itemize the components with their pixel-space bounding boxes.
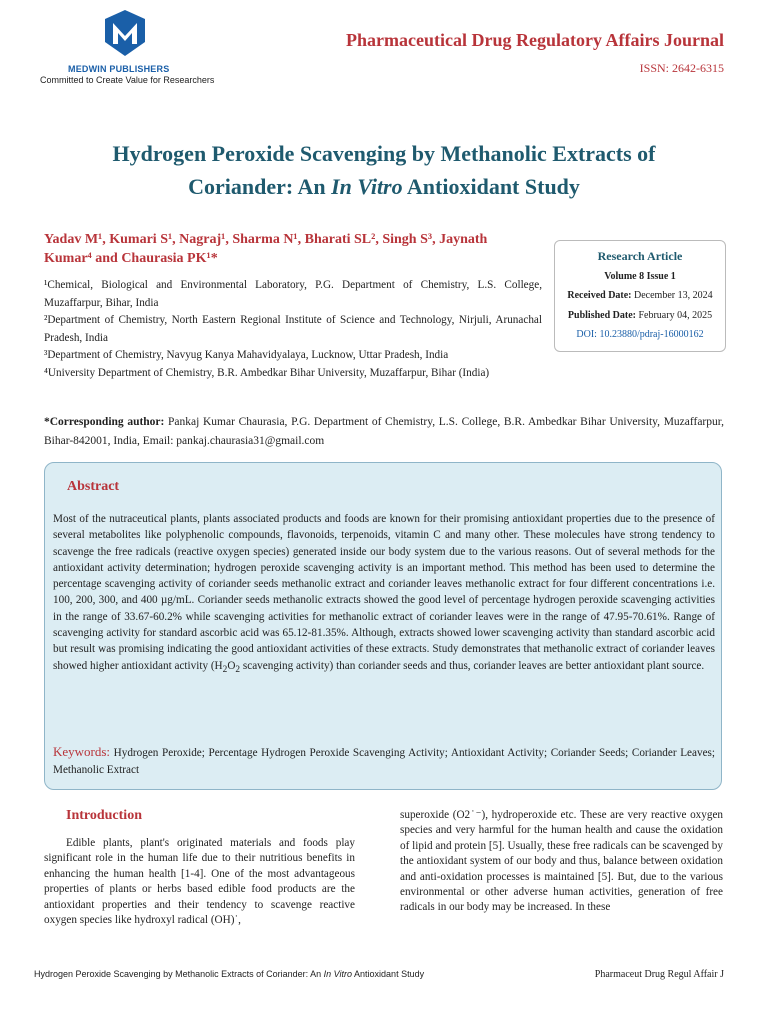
title-line-2: Coriander: An In Vitro Antioxidant Study bbox=[188, 174, 580, 199]
author-list bbox=[44, 230, 544, 268]
doi-link[interactable]: DOI: 10.23880/pdraj-16000162 bbox=[576, 329, 704, 340]
publisher-tagline: Committed to Create Value for Researchers bbox=[40, 75, 215, 85]
journal-name: Pharmaceutical Drug Regulatory Affairs Journal bbox=[346, 30, 724, 50]
volume-issue: Volume 8 Issue 1 bbox=[604, 270, 676, 282]
article-info-box bbox=[554, 240, 726, 352]
authors-line-2: Kumar⁴ and Chaurasia PK¹* bbox=[44, 251, 218, 266]
introduction-right-column bbox=[400, 808, 723, 916]
affiliation-1: ¹Chemical, Biological and Environmental Laboratory, P.G. Department of Chemistry, L.S. College, Muzaffarpur, Bihar, India bbox=[44, 279, 542, 309]
received-date: Received Date: December 13, 2024 bbox=[567, 290, 713, 301]
publisher-logo bbox=[40, 8, 230, 85]
intro-paragraph-right: superoxide (O2˙⁻), hydroperoxide etc. These are very reactive oxygen species and very harmful for the human health and cause the oxidation of lipid and protein [5]. Usually, these free radicals can be scavenged by the antioxidant system of our body and thus, balance between oxidation and anti-oxidation processes is maintained [5]. But, due to the various environmental or other adverse human activities, generation of free radicals in our body may be increased. In these bbox=[400, 809, 723, 914]
paper-title bbox=[50, 137, 718, 203]
corresponding-label: *Corresponding author: bbox=[44, 416, 165, 428]
authors-line-1: Yadav M¹, Kumari S¹, Nagraj¹, Sharma N¹, Bharati SL², Singh S³, Jaynath bbox=[44, 232, 488, 247]
corresponding-text: Pankaj Kumar Chaurasia, P.G. Department of Chemistry, L.S. College, B.R. Ambedkar Bihar University, Muzaffarpur, Bihar-842001, India, Email: pankaj.chaurasia31@gmail.com bbox=[44, 416, 725, 447]
medwin-logo-icon bbox=[100, 8, 150, 58]
abstract-heading: Abstract bbox=[67, 479, 120, 494]
issn: ISSN: 2642-6315 bbox=[639, 61, 724, 75]
title-line-1: Hydrogen Peroxide Scavenging by Methanolic Extracts of bbox=[112, 141, 656, 166]
published-date: Published Date: February 04, 2025 bbox=[567, 309, 713, 321]
keywords-text: Hydrogen Peroxide; Percentage Hydrogen Peroxide Scavenging Activity; Antioxidant Activity; Coriander Seeds; Coriander Leaves; Methanolic Extract bbox=[53, 747, 715, 776]
article-type: Research Article bbox=[597, 249, 683, 263]
affiliations bbox=[44, 277, 542, 382]
corresponding-author bbox=[44, 413, 724, 451]
intro-paragraph-left: Edible plants, plant's originated materials and foods play significant role in the human life due to their nutritious benefits in enhancing the human health [1-4]. One of the most advantageous properties of plants or herbs based edible food products are the antioxidant properties and their tendency to scavenge reactive oxygen species like hydroxyl radical (OH)˙, bbox=[44, 837, 355, 927]
keywords-label: Keywords: bbox=[53, 744, 111, 759]
introduction-heading: Introduction bbox=[66, 808, 142, 823]
footer-running-title: Hydrogen Peroxide Scavenging by Methanolic Extracts of Coriander: An In Vitro Antioxidant Study bbox=[34, 969, 425, 979]
footer-journal-abbrev: Pharmaceut Drug Regul Affair J bbox=[594, 969, 724, 980]
abstract-text: Most of the nutraceutical plants, plants associated products and foods are known for their promising antioxidant properties due to the presence of several metabolites like polyphenolic compounds, flavonoids, terpenoids, vitamin C and many other. These molecules have strong tendency to scavenge the free radicals (reactive oxygen species) generated inside our body system due to the various reasons. Out of several methods for the antioxidant activity determination; hydrogen peroxide scavenging activity is an important method. This method has been used to determine the percentage scavenging activity of coriander seeds methanolic extract and coriander leaves methanolic extract for four different concentrations i.e. 100, 200, 300, and 400 µg/mL. Coriander seeds methanolic extracts showed the good level of percentage hydrogen peroxide scavenging activities in the range of 33.67-60.2% while scavenging activities for methanolic extract of coriander leaves were in the range of 47.95-70.61%. Range of scavenging activity for standard ascorbic acid was 65.12-81.35%. Although, extracts showed lower scavenging activity than standard ascorbic acid but result was promising indicating the good antioxidant activities of these extracts. Study demonstrates that methanolic extract of coriander leaves showed higher antioxidant activity ($H_2O_2$ scavenging activity) than coriander seeds and thus, coriander leaves are better antioxidant plant source. bbox=[53, 513, 715, 675]
introduction-left-column bbox=[44, 836, 355, 928]
affiliation-4: ⁴University Department of Chemistry, B.R. Ambedkar Bihar University, Muzaffarpur, Bihar (India) bbox=[44, 366, 490, 379]
keywords bbox=[53, 743, 715, 779]
affiliation-2: ²Department of Chemistry, North Eastern Regional Institute of Science and Technology, Nirjuli, Arunachal Pradesh, India bbox=[44, 314, 542, 344]
publisher-name: MEDWIN PUBLISHERS bbox=[68, 64, 170, 74]
affiliation-3: ³Department of Chemistry, Navyug Kanya Mahavidyalaya, Lucknow, Uttar Pradesh, India bbox=[44, 349, 449, 361]
abstract-box bbox=[44, 462, 722, 790]
